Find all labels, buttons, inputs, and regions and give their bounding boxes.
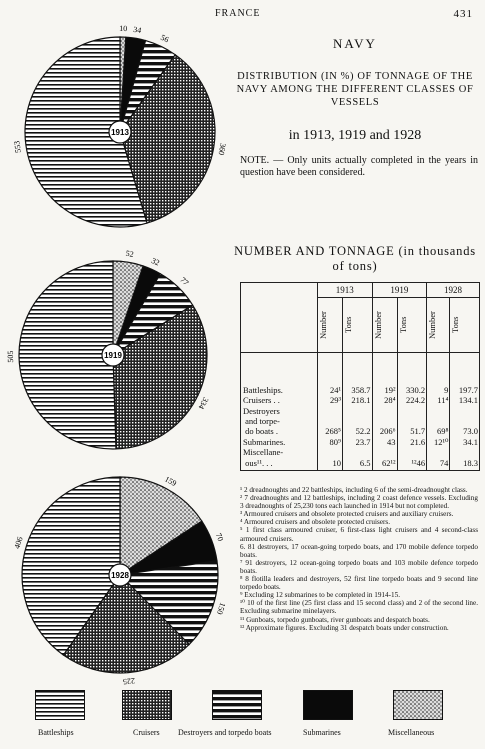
pie-value-label: 32 <box>149 255 161 268</box>
footnote: ¹¹ Gunboats, torpedo gunboats, river gunboats and despatch boats. <box>240 615 430 624</box>
page-number: 431 <box>453 8 473 20</box>
footnotes <box>240 486 478 632</box>
pie-value-label: 150 <box>214 601 228 616</box>
pie-value-label: 553 <box>12 140 23 154</box>
pie-value-label: 406 <box>12 535 25 550</box>
pie-chart-1913 <box>0 20 240 230</box>
year-header-1928: 1928 <box>427 283 480 298</box>
number-tonnage-table <box>240 282 480 471</box>
pie-chart-1919 <box>0 245 240 465</box>
pie-year-label: 1913 <box>111 128 129 137</box>
pie-value-label: 10 <box>119 23 128 34</box>
pie-value-label: 159 <box>163 474 178 489</box>
year-header-1913: 1913 <box>318 283 373 298</box>
legend-swatch-cruisers <box>122 690 172 720</box>
pie-value-label: 56 <box>159 32 171 45</box>
table-title: NUMBER AND TONNAGE (in thousands of tons) <box>234 244 476 273</box>
pie-year-label: 1919 <box>104 351 122 360</box>
cell-1913-number: 24¹ 29³ 268⁵ 80⁹ 10 <box>325 384 341 468</box>
footnote: ⁵ 1 first class armoured cruiser, 6 first-class light cruisers and 4 second-class armoured cruisers. <box>240 526 478 543</box>
footnote: ¹² Approximate figures. Excluding 31 despatch boats under construction. <box>240 623 449 632</box>
pie-value-label: 34 <box>132 24 142 36</box>
pie-value-label: 505 <box>5 350 16 363</box>
pie-chart-1928 <box>0 465 240 687</box>
footnote: ⁹ Excluding 12 submarines to be completed in 1914-15. <box>240 591 401 600</box>
footnote: ⁷ 91 destroyers, 12 ocean-going torpedo boats and 103 mobile defence torpedo boats. <box>240 558 478 575</box>
pie-value-label: 77 <box>178 275 191 288</box>
subhead-tons: Tons <box>397 316 408 334</box>
footnote: ² 7 dreadnoughts and 12 battleships, including 2 coast defence vessels. Excluding 3 dreadnoughts of 25,230 tons each launched in 1914 but not completed. <box>240 494 478 511</box>
footnote: ⁴ Armoured cruisers and obsolete protected cruisers. <box>240 518 390 527</box>
legend-label: Submarines <box>303 728 341 737</box>
pie-value-label: 225 <box>122 676 136 687</box>
cell-1919-tons: 330.2 224.2 51.7 21.6 ¹²46 <box>405 384 426 468</box>
legend-swatch-destroyers <box>212 690 262 720</box>
cell-1928-number: 9 11⁴ 69⁸ 12¹⁰ 74 <box>433 384 449 468</box>
year-header-1919: 1919 <box>372 283 427 298</box>
pie-value-label: 360 <box>216 142 228 156</box>
chart-subtitle: DISTRIBUTION (IN %) OF TONNAGE OF THE NAVY AMONG THE DIFFERENT CLASSES OF VESSELS <box>236 71 474 108</box>
running-header: FRANCE <box>215 8 261 19</box>
legend-label: Battleships <box>38 728 74 737</box>
cell-1928-tons: 197.7 134.1 73.0 34.1 18.3 <box>458 384 478 468</box>
table-corner <box>241 283 318 353</box>
legend-label: Cruisers <box>133 728 160 737</box>
subhead-number: Number <box>318 311 328 339</box>
legend-swatch-submarines <box>303 690 353 720</box>
note-text: NOTE. — Only units actually completed in the years in question have been considered. <box>240 155 478 178</box>
subhead-tons: Tons <box>343 316 353 334</box>
cell-1913-tons: 358.7 218.1 52.2 23.7 6.5 <box>351 384 371 468</box>
footnote: ¹ 2 dreadnoughts and 22 battleships, including 6 of the semi-dreadnought class. <box>240 486 468 494</box>
legend-label: Miscellaneous <box>388 728 435 737</box>
pie-value-label: 334 <box>196 395 211 411</box>
pie-value-label: 52 <box>124 248 135 259</box>
category-list: Battleships. Cruisers . . Destroyers and torpe- do boats . Submarines. Miscellane- ous¹¹. . . <box>243 384 286 468</box>
legend-label: Destroyers and torpedo boats <box>178 728 272 737</box>
footnote: ⁸ 8 flotilla leaders and destroyers, 52 first line torpedo boats and 9 second line torpedo boats. <box>240 575 478 592</box>
legend-swatch-battleships <box>35 690 85 720</box>
footnote: ¹⁰ 10 of the first line (25 first class and 15 second class) and 2 of the second line. Excluding submarine minelayers. <box>240 599 478 616</box>
section-title: NAVY <box>333 36 377 51</box>
cell-1919-number: 19² 28⁴ 206⁶ 43 62¹² <box>379 384 396 468</box>
legend-swatch-miscellaneous <box>393 690 443 720</box>
subhead-tons: Tons <box>450 316 461 334</box>
legend <box>0 690 485 745</box>
footnote: 6. 81 destroyers, 17 ocean-going torpedo boats, and 170 mobile defence torpedo boats. <box>240 542 478 559</box>
chart-years: in 1913, 1919 and 1928 <box>288 128 422 143</box>
subhead-number: Number <box>372 311 383 339</box>
category-cell <box>241 353 318 471</box>
footnote: ³ Armoured cruisers and obsolete protected cruisers and auxiliary cruisers. <box>240 510 454 519</box>
pie-value-label: 70 <box>213 531 226 543</box>
subhead-number: Number <box>427 311 438 339</box>
pie-year-label: 1928 <box>111 571 129 580</box>
